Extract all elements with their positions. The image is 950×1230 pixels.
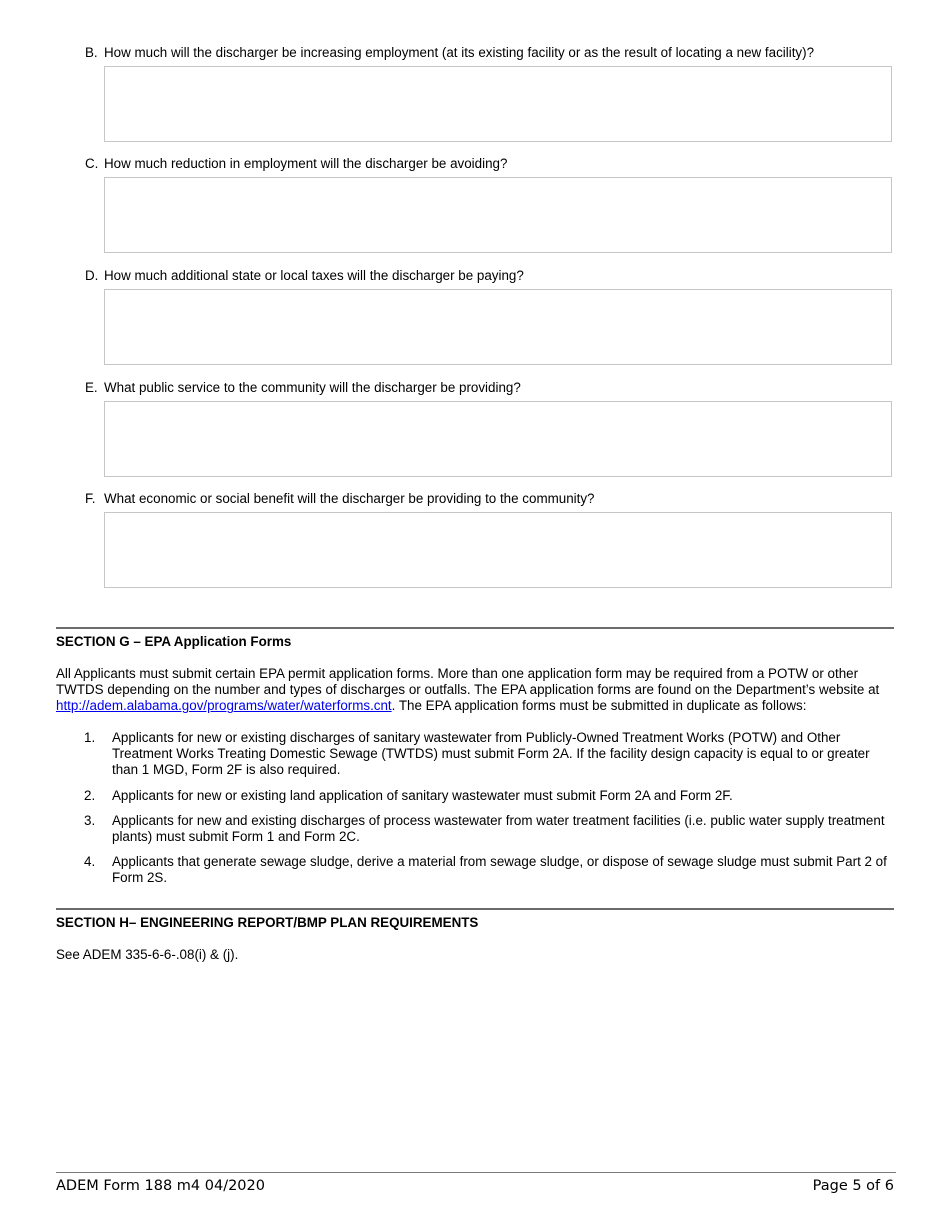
list-item-text: Applicants for new or existing land application of sanitary wastewater must submit Form 2A and Form 2F. <box>112 787 733 803</box>
form-identifier: ADEM Form 188 m4 04/2020 <box>56 1178 265 1194</box>
application-forms-list <box>56 730 896 896</box>
list-item-text: Applicants for new and existing discharges of process wastewater from water treatment facilities (i.e. public water supply treatment plants) must submit Form 1 and Form 2C. <box>112 812 885 845</box>
list-item-number: 2. <box>84 787 96 803</box>
section-divider <box>56 627 894 629</box>
answer-field-economic-benefit[interactable] <box>104 512 892 588</box>
intro-text: All Applicants must submit certain EPA permit application forms. More than one application form may be required from a POTW or other TWTDS depending on the number and types of discharges or outfalls. The EPA application forms are found on the Department’s website at <box>56 666 880 698</box>
page-number: Page 5 of 6 <box>812 1178 894 1194</box>
question-letter: E. <box>85 380 98 395</box>
answer-field-taxes[interactable] <box>104 289 892 365</box>
question-text: How much will the discharger be increasing employment (at its existing facility or as the result of locating a new facility)? <box>104 45 815 60</box>
list-item-number: 1. <box>84 730 96 745</box>
question-letter: C. <box>85 156 99 171</box>
list-item <box>56 854 896 886</box>
list-item-text: Applicants that generate sewage sludge, derive a material from sewage sludge, or dispose of sewage sludge must submit Part 2 of Form 2S. <box>112 854 887 886</box>
list-item-number: 3. <box>84 812 96 828</box>
question-text: What economic or social benefit will the discharger be providing to the community? <box>104 491 595 506</box>
list-item-number: 4. <box>84 854 96 870</box>
answer-field-employment-reduction[interactable] <box>104 177 892 253</box>
section-divider <box>56 908 894 910</box>
answer-field-employment-increase[interactable] <box>104 66 892 142</box>
question-text: How much additional state or local taxes will the discharger be paying? <box>104 268 524 283</box>
question-letter: B. <box>85 45 98 60</box>
section-h-text: See ADEM 335-6-6-.08(i) & (j). <box>56 947 239 962</box>
answer-field-public-service[interactable] <box>104 401 892 477</box>
intro-text-continued: . The EPA application forms must be submitted in duplicate as follows: <box>391 698 807 714</box>
section-h-title: SECTION H– ENGINEERING REPORT/BMP PLAN REQUIREMENTS <box>56 915 479 930</box>
question-text: How much reduction in employment will the discharger be avoiding? <box>104 156 508 171</box>
list-item <box>56 788 896 804</box>
section-g-intro <box>56 666 896 715</box>
question-letter: F. <box>85 491 96 506</box>
list-item <box>56 813 896 845</box>
question-letter: D. <box>85 268 99 283</box>
list-item <box>56 730 896 779</box>
list-item-text: Applicants for new or existing discharges of sanitary wastewater from Publicly-Owned Treatment Works (POTW) and Other Treatment Works Treating Domestic Sewage (TWTDS) must submit Form 2A. If the facility design capacity is equal to or greater than 1 MGD, Form 2F is also required. <box>112 730 870 778</box>
waterforms-link[interactable]: http://adem.alabama.gov/programs/water/waterforms.cnt <box>56 698 392 714</box>
footer-divider <box>56 1172 896 1173</box>
question-text: What public service to the community will the discharger be providing? <box>104 380 521 395</box>
section-g-title: SECTION G – EPA Application Forms <box>56 634 292 649</box>
